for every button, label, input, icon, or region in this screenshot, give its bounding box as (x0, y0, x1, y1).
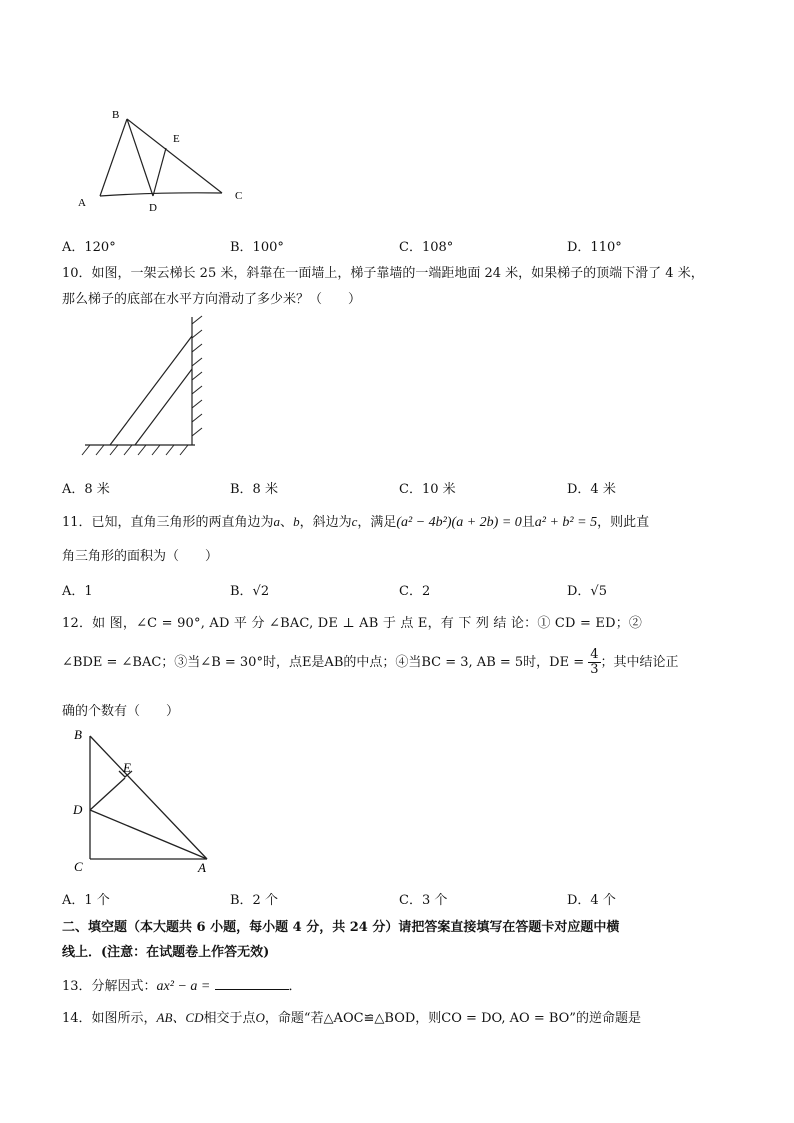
q11-equation2: a² + b² = 5 (534, 515, 598, 530)
q14-point-o: O (255, 1010, 265, 1025)
q9-option-b: B．100° (230, 240, 284, 255)
q11-text-line1 (62, 511, 649, 531)
q12-option-a: A．1 个 (62, 893, 110, 908)
q12-line2-lead: ∠BDE = ∠BAC；③当∠B = 30°时，点E是AB的中点；④当BC = 3, AB = 5时，DE = (62, 655, 589, 670)
triangle-figure-q9 (70, 100, 260, 220)
q11-option-b: B．√2 (230, 584, 270, 599)
q14-text (62, 1007, 641, 1026)
q11-mid2: ，满足 (357, 515, 397, 530)
q12-label-d: D (73, 802, 83, 817)
q9-option-a: A．120° (62, 240, 116, 255)
ladder-figure-q10 (80, 312, 210, 462)
q12-label-a: A (198, 860, 206, 875)
q12-text-line3: 确的个数有（ ） (62, 704, 180, 719)
q10-option-a: A．8 米 (62, 482, 110, 497)
q11-equation: (a² − 4b²)(a + 2b) = 0 (396, 515, 522, 530)
q12-option-d: D．4 个 (567, 893, 616, 908)
q11-sep: 、 (280, 515, 294, 530)
q9-option-d: D．110° (567, 240, 622, 255)
q12-option-c: C．3 个 (399, 893, 448, 908)
q11-tail: ，则此直 (597, 515, 650, 530)
q11-text-line2: 角三角形的面积为（ ） (62, 549, 219, 564)
q11-and: 且 (521, 515, 535, 530)
label-e: E (173, 133, 180, 145)
q11-lead: 11．已知，直角三角形的两直角边为 (62, 515, 274, 530)
q11-option-c: C．2 (399, 584, 431, 599)
q11-option-a: A．1 (62, 584, 93, 599)
section2-heading-line1: 二、填空题（本大题共 6 小题，每小题 4 分，共 24 分）请把答案直接填写在答题卡对应题中横 (62, 920, 620, 935)
q10-option-d: D．4 米 (567, 482, 616, 497)
q10-text-line2: 那么梯子的底部在水平方向滑动了多少米？（ ） (62, 292, 362, 307)
fraction-numerator: 4 (590, 647, 599, 662)
q11-var-a: a (273, 514, 281, 529)
q11-mid: ，斜边为 (299, 515, 352, 530)
q11-option-d: D．√5 (567, 584, 607, 599)
section2-heading-line2: 线上．(注意：在试题卷上作答无效) (62, 945, 270, 960)
q12-line2-tail: ；其中结论正 (600, 655, 679, 670)
q14-lead: 14．如图所示， (62, 1011, 157, 1026)
q12-text-line1: 12．如 图，∠C = 90°, AD 平 分 ∠BAC, DE ⊥ AB 于 点 E，有 下 列 结 论：① CD = ED；② (62, 616, 643, 631)
q14-mid: 相交于点 (203, 1011, 256, 1026)
q10-option-b: B．8 米 (230, 482, 278, 497)
q12-label-b: B (74, 727, 82, 742)
q12-label-e: E (123, 760, 131, 775)
q12-fraction (588, 648, 600, 677)
q9-option-c: C．108° (399, 240, 454, 255)
q14-lines: AB、CD (156, 1010, 204, 1025)
label-a: A (78, 197, 86, 209)
q13-end: ． (288, 979, 302, 994)
q12-option-b: B．2 个 (230, 893, 278, 908)
q13-expression: ax² − a = (156, 979, 211, 994)
label-c: C (235, 190, 243, 202)
label-b: B (112, 109, 120, 121)
q13-text (62, 975, 302, 995)
q10-option-c: C．10 米 (399, 482, 456, 497)
fraction-denominator: 3 (590, 662, 599, 677)
label-d: D (149, 202, 157, 214)
q13-lead: 13．分解因式： (62, 979, 157, 994)
q11-var-b: b (293, 514, 300, 529)
q14-proposition: ，命题“若△AOC≌△BOD，则CO = DO, AO = BO”的逆命题是 (264, 1011, 641, 1026)
q10-text-line1: 10．如图，一架云梯长 25 米，斜靠在一面墙上，梯子靠墙的一端距地面 24 米，如果梯子的顶端下滑了 4 米， (62, 266, 704, 281)
q12-label-c: C (74, 859, 83, 874)
q12-text-line2 (62, 648, 679, 677)
q11-var-c: c (351, 514, 358, 529)
answer-blank[interactable] (215, 977, 289, 990)
triangle-figure-q12 (70, 726, 220, 876)
